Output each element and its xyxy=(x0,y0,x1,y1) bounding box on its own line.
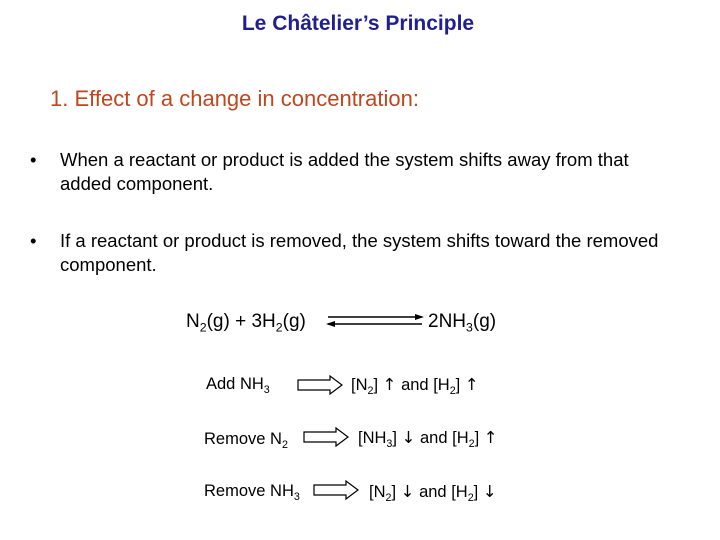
decrease-arrow-icon: ↓ xyxy=(482,482,497,501)
result-second-sub: 2 xyxy=(468,437,475,450)
increase-arrow-icon: ↑ xyxy=(382,375,397,394)
section-heading: 1. Effect of a change in concentration: xyxy=(50,86,419,111)
right-arrow-icon xyxy=(302,427,350,447)
result-first-open: [N xyxy=(369,483,386,501)
row-action-sub: 3 xyxy=(293,490,300,503)
bullet-marker: • xyxy=(30,230,37,251)
row-result-remove-n2 xyxy=(358,428,498,448)
result-first-sub: 3 xyxy=(386,437,393,450)
result-and: and xyxy=(415,429,453,447)
result-first-open: [N xyxy=(351,376,368,394)
result-first-close: ] xyxy=(392,429,397,447)
row-action-remove-nh3 xyxy=(204,482,300,501)
equation-reactants xyxy=(186,311,306,333)
equation-product-pre: 2NH xyxy=(428,311,467,332)
result-second-sub: 2 xyxy=(449,384,456,397)
result-and: and xyxy=(396,376,434,394)
bullet-text: When a reactant or product is added the system shifts away from that added component. xyxy=(60,149,629,194)
decrease-arrow-icon: ↓ xyxy=(400,482,415,501)
equilibrium-arrow-icon xyxy=(322,309,428,333)
result-first-sub: 2 xyxy=(367,384,374,397)
bullet-text: If a reactant or product is removed, the system shifts toward the removed component. xyxy=(60,230,659,275)
result-second-close: ] xyxy=(455,376,461,394)
equation-n-sub: 2 xyxy=(199,320,207,335)
row-action-sub: 2 xyxy=(281,438,288,451)
right-arrow-icon xyxy=(296,375,344,395)
result-first-sub: 2 xyxy=(385,491,392,504)
equation-product xyxy=(428,311,496,333)
increase-arrow-icon: ↑ xyxy=(464,375,479,394)
row-action-label: Add NH xyxy=(206,375,264,393)
result-second-open: [H xyxy=(433,376,450,394)
decrease-arrow-icon: ↓ xyxy=(401,428,416,447)
result-second-close: ] xyxy=(473,483,479,501)
row-result-remove-nh3 xyxy=(369,482,497,502)
result-second-open: [H xyxy=(451,483,468,501)
bullet-marker: • xyxy=(30,149,37,170)
result-first-open: [NH xyxy=(358,429,387,447)
equation-h-state: (g) xyxy=(282,311,306,332)
equation-h-sub: 2 xyxy=(275,320,283,335)
result-and: and xyxy=(414,483,452,501)
result-second-open: [H xyxy=(452,429,469,447)
result-second-sub: 2 xyxy=(467,491,474,504)
equation-product-state: (g) xyxy=(472,311,497,332)
slide-title: Le Châtelier’s Principle xyxy=(241,12,475,35)
equation-product-sub: 3 xyxy=(466,320,473,335)
row-action-remove-n2 xyxy=(204,430,288,449)
result-second-close: ] xyxy=(474,429,480,447)
row-action-add-nh3 xyxy=(206,375,270,394)
result-first-close: ] xyxy=(373,376,379,394)
row-action-label: Remove N xyxy=(204,430,282,448)
result-first-close: ] xyxy=(391,483,397,501)
row-action-sub: 3 xyxy=(263,383,270,396)
equation-n: N xyxy=(186,311,200,332)
increase-arrow-icon: ↑ xyxy=(483,428,498,447)
row-result-add-nh3 xyxy=(351,375,479,395)
row-action-label: Remove NH xyxy=(204,482,294,500)
equation-n-state: (g) + 3H xyxy=(206,311,276,332)
right-arrow-icon xyxy=(312,480,360,500)
